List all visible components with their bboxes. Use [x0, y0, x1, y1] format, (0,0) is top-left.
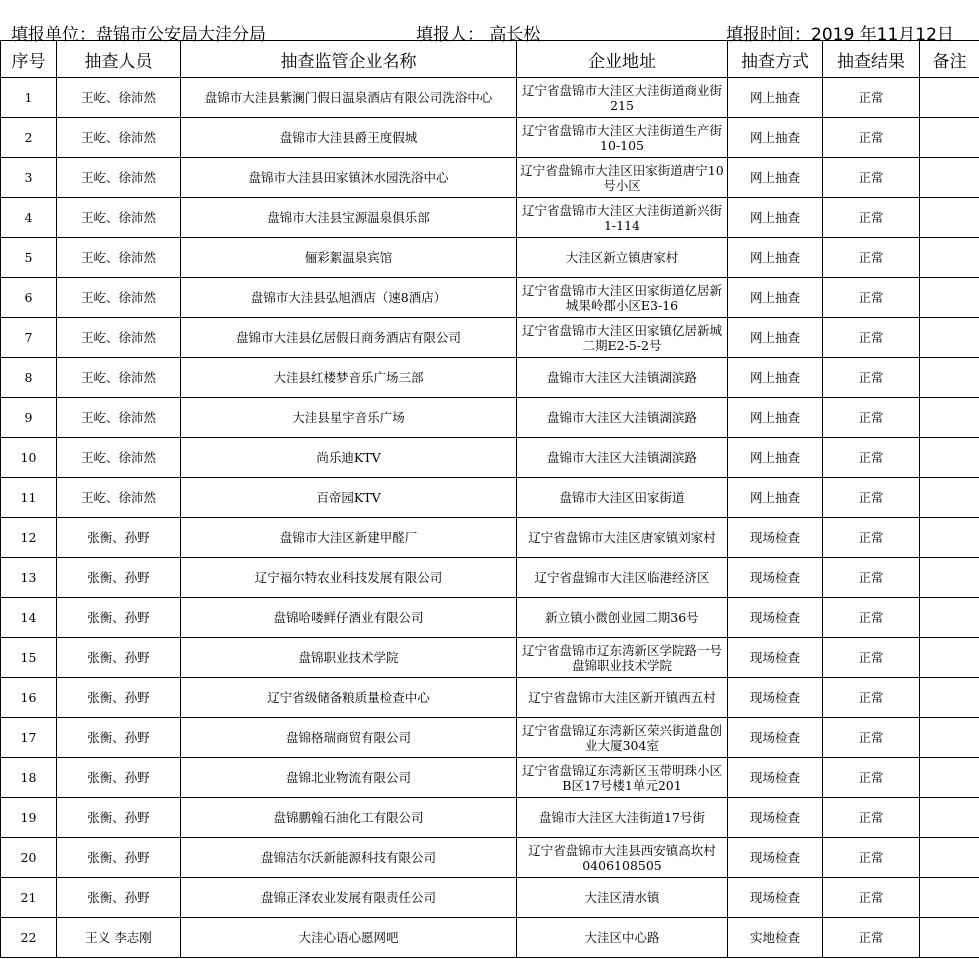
- table-row: [1, 758, 979, 798]
- cell-note: [920, 758, 979, 798]
- cell-company: 百帝园KTV: [181, 478, 517, 518]
- cell-note: [920, 398, 979, 438]
- cell-staff: 王屹、徐沛然: [57, 398, 181, 438]
- col-header-method: 抽查方式: [728, 41, 823, 78]
- cell-method: 网上抽查: [728, 478, 823, 518]
- cell-address: 大洼区清水镇: [517, 878, 728, 918]
- cell-address: 辽宁省盘锦市大洼区大洼街道商业街215: [517, 78, 728, 118]
- cell-note: [920, 598, 979, 638]
- cell-no: 3: [1, 158, 57, 198]
- cell-result: 正常: [823, 638, 920, 678]
- cell-no: 9: [1, 398, 57, 438]
- cell-address: 辽宁省盘锦市大洼区大洼街道生产街10-105: [517, 118, 728, 158]
- cell-address: 辽宁省盘锦市大洼区田家街道亿居新城果岭郡小区E3-16: [517, 278, 728, 318]
- report-header: [0, 0, 979, 45]
- cell-note: [920, 838, 979, 878]
- cell-no: 6: [1, 278, 57, 318]
- table-header-row: [1, 41, 979, 78]
- table-row: [1, 798, 979, 838]
- cell-method: 网上抽查: [728, 158, 823, 198]
- cell-no: 18: [1, 758, 57, 798]
- cell-no: 14: [1, 598, 57, 638]
- table-row: [1, 318, 979, 358]
- cell-no: 22: [1, 918, 57, 958]
- table-row: [1, 638, 979, 678]
- col-header-note: 备注: [920, 41, 979, 78]
- table-row: [1, 878, 979, 918]
- cell-method: 网上抽查: [728, 198, 823, 238]
- cell-method: 网上抽查: [728, 398, 823, 438]
- cell-method: 现场检查: [728, 678, 823, 718]
- cell-note: [920, 878, 979, 918]
- cell-company: 大洼县星宇音乐广场: [181, 398, 517, 438]
- cell-company: 辽宁福尔特农业科技发展有限公司: [181, 558, 517, 598]
- cell-staff: 王义 李志刚: [57, 918, 181, 958]
- cell-company: 盘锦市大洼县亿居假日商务酒店有限公司: [181, 318, 517, 358]
- cell-result: 正常: [823, 758, 920, 798]
- cell-staff: 王屹、徐沛然: [57, 238, 181, 278]
- cell-note: [920, 718, 979, 758]
- cell-no: 20: [1, 838, 57, 878]
- cell-staff: 张衡、孙野: [57, 838, 181, 878]
- table-row: [1, 518, 979, 558]
- cell-company: 盘锦鹏翰石油化工有限公司: [181, 798, 517, 838]
- table-body: [1, 78, 979, 958]
- table-row: [1, 78, 979, 118]
- cell-method: 现场检查: [728, 758, 823, 798]
- cell-company: 盘锦正泽农业发展有限责任公司: [181, 878, 517, 918]
- cell-method: 网上抽查: [728, 318, 823, 358]
- cell-note: [920, 198, 979, 238]
- cell-note: [920, 438, 979, 478]
- cell-no: 16: [1, 678, 57, 718]
- cell-method: 现场检查: [728, 838, 823, 878]
- cell-staff: 王屹、徐沛然: [57, 158, 181, 198]
- cell-address: 辽宁省盘锦市大洼区唐家镇刘家村: [517, 518, 728, 558]
- table-row: [1, 278, 979, 318]
- cell-method: 现场检查: [728, 878, 823, 918]
- cell-company: 大洼县红楼梦音乐广场三部: [181, 358, 517, 398]
- cell-staff: 王屹、徐沛然: [57, 118, 181, 158]
- cell-address: 大洼区中心路: [517, 918, 728, 958]
- cell-staff: 张衡、孙野: [57, 558, 181, 598]
- col-header-no: 序号: [1, 41, 57, 78]
- col-header-company: 抽查监管企业名称: [181, 41, 517, 78]
- cell-no: 19: [1, 798, 57, 838]
- cell-address: 新立镇小微创业园二期36号: [517, 598, 728, 638]
- cell-no: 11: [1, 478, 57, 518]
- report-time: 填报时间：2019 年11月12日: [726, 25, 954, 45]
- cell-no: 1: [1, 78, 57, 118]
- cell-note: [920, 118, 979, 158]
- cell-result: 正常: [823, 118, 920, 158]
- table-row: [1, 438, 979, 478]
- cell-company: 盘锦北业物流有限公司: [181, 758, 517, 798]
- cell-method: 网上抽查: [728, 358, 823, 398]
- cell-method: 实地检查: [728, 918, 823, 958]
- cell-method: 现场检查: [728, 718, 823, 758]
- cell-address: 盘锦市大洼区田家街道: [517, 478, 728, 518]
- cell-result: 正常: [823, 358, 920, 398]
- cell-address: 辽宁省盘锦辽东湾新区玉带明珠小区B区17号楼1单元201: [517, 758, 728, 798]
- cell-method: 网上抽查: [728, 78, 823, 118]
- report-reporter: 填报人： 高长松: [416, 25, 541, 45]
- cell-result: 正常: [823, 278, 920, 318]
- cell-company: 盘锦格瑞商贸有限公司: [181, 718, 517, 758]
- cell-note: [920, 358, 979, 398]
- cell-company: 盘锦市大洼县弘旭酒店（速8酒店）: [181, 278, 517, 318]
- cell-method: 网上抽查: [728, 238, 823, 278]
- cell-staff: 张衡、孙野: [57, 878, 181, 918]
- cell-note: [920, 158, 979, 198]
- cell-address: 盘锦市大洼区大洼镇湖滨路: [517, 398, 728, 438]
- cell-result: 正常: [823, 478, 920, 518]
- table-row: [1, 838, 979, 878]
- cell-address: 辽宁省盘锦市大洼区大洼街道新兴街1-114: [517, 198, 728, 238]
- report-unit: 填报单位：盘锦市公安局大洼分局: [11, 25, 266, 45]
- cell-staff: 王屹、徐沛然: [57, 438, 181, 478]
- table-row: [1, 598, 979, 638]
- cell-address: 盘锦市大洼区大洼街道17号街: [517, 798, 728, 838]
- cell-result: 正常: [823, 518, 920, 558]
- cell-staff: 王屹、徐沛然: [57, 198, 181, 238]
- cell-company: 盘锦市大洼县宝源温泉俱乐部: [181, 198, 517, 238]
- cell-staff: 王屹、徐沛然: [57, 278, 181, 318]
- cell-staff: 张衡、孙野: [57, 518, 181, 558]
- cell-address: 盘锦市大洼区大洼镇湖滨路: [517, 438, 728, 478]
- cell-result: 正常: [823, 158, 920, 198]
- cell-address: 盘锦市大洼区大洼镇湖滨路: [517, 358, 728, 398]
- cell-result: 正常: [823, 318, 920, 358]
- cell-no: 17: [1, 718, 57, 758]
- cell-company: 俪彩絮温泉宾馆: [181, 238, 517, 278]
- cell-address: 辽宁省盘锦辽东湾新区荣兴街道盘创业大厦304室: [517, 718, 728, 758]
- cell-note: [920, 518, 979, 558]
- cell-note: [920, 918, 979, 958]
- cell-company: 盘锦职业技术学院: [181, 638, 517, 678]
- cell-result: 正常: [823, 918, 920, 958]
- cell-method: 现场检查: [728, 798, 823, 838]
- cell-no: 4: [1, 198, 57, 238]
- cell-staff: 王屹、徐沛然: [57, 78, 181, 118]
- cell-address: 辽宁省盘锦市大洼县西安镇高坎村0406108505: [517, 838, 728, 878]
- cell-company: 盘锦市大洼县紫澜门假日温泉酒店有限公司洗浴中心: [181, 78, 517, 118]
- col-header-result: 抽查结果: [823, 41, 920, 78]
- cell-no: 10: [1, 438, 57, 478]
- cell-method: 现场检查: [728, 518, 823, 558]
- cell-no: 12: [1, 518, 57, 558]
- table-row: [1, 398, 979, 438]
- col-header-address: 企业地址: [517, 41, 728, 78]
- table-row: [1, 718, 979, 758]
- cell-result: 正常: [823, 678, 920, 718]
- cell-result: 正常: [823, 398, 920, 438]
- cell-note: [920, 278, 979, 318]
- cell-company: 盘锦市大洼县爵王度假城: [181, 118, 517, 158]
- cell-staff: 王屹、徐沛然: [57, 318, 181, 358]
- cell-staff: 张衡、孙野: [57, 678, 181, 718]
- cell-address: 辽宁省盘锦市辽东湾新区学院路一号盘锦职业技术学院: [517, 638, 728, 678]
- cell-note: [920, 638, 979, 678]
- cell-result: 正常: [823, 238, 920, 278]
- cell-address: 大洼区新立镇唐家村: [517, 238, 728, 278]
- col-header-staff: 抽查人员: [57, 41, 181, 78]
- cell-no: 2: [1, 118, 57, 158]
- cell-company: 盘锦市大洼县田家镇沐水园洗浴中心: [181, 158, 517, 198]
- cell-result: 正常: [823, 198, 920, 238]
- cell-method: 网上抽查: [728, 278, 823, 318]
- table-row: [1, 238, 979, 278]
- table-row: [1, 478, 979, 518]
- cell-company: 大洼心语心愿网吧: [181, 918, 517, 958]
- cell-method: 现场检查: [728, 558, 823, 598]
- cell-note: [920, 318, 979, 358]
- cell-note: [920, 798, 979, 838]
- cell-result: 正常: [823, 558, 920, 598]
- cell-result: 正常: [823, 598, 920, 638]
- cell-no: 8: [1, 358, 57, 398]
- cell-address: 辽宁省盘锦市大洼区田家街道唐宁10号小区: [517, 158, 728, 198]
- cell-result: 正常: [823, 78, 920, 118]
- cell-note: [920, 558, 979, 598]
- cell-method: 网上抽查: [728, 438, 823, 478]
- cell-no: 5: [1, 238, 57, 278]
- cell-result: 正常: [823, 798, 920, 838]
- cell-staff: 张衡、孙野: [57, 758, 181, 798]
- cell-note: [920, 238, 979, 278]
- cell-note: [920, 478, 979, 518]
- cell-no: 21: [1, 878, 57, 918]
- cell-staff: 张衡、孙野: [57, 638, 181, 678]
- cell-address: 辽宁省盘锦市大洼区新开镇西五村: [517, 678, 728, 718]
- cell-method: 现场检查: [728, 598, 823, 638]
- table-row: [1, 918, 979, 958]
- cell-result: 正常: [823, 878, 920, 918]
- table-row: [1, 558, 979, 598]
- table-row: [1, 198, 979, 238]
- cell-result: 正常: [823, 438, 920, 478]
- cell-company: 尚乐迪KTV: [181, 438, 517, 478]
- cell-address: 辽宁省盘锦市大洼区临港经济区: [517, 558, 728, 598]
- cell-no: 7: [1, 318, 57, 358]
- table-row: [1, 158, 979, 198]
- inspection-table: [0, 40, 979, 958]
- cell-address: 辽宁省盘锦市大洼区田家镇亿居新城二期E2-5-2号: [517, 318, 728, 358]
- cell-staff: 王屹、徐沛然: [57, 358, 181, 398]
- cell-staff: 张衡、孙野: [57, 798, 181, 838]
- cell-note: [920, 678, 979, 718]
- cell-staff: 张衡、孙野: [57, 598, 181, 638]
- cell-company: 盘锦哈喽鲜仔酒业有限公司: [181, 598, 517, 638]
- cell-method: 网上抽查: [728, 118, 823, 158]
- cell-no: 13: [1, 558, 57, 598]
- cell-company: 盘锦洁尔沃新能源科技有限公司: [181, 838, 517, 878]
- cell-method: 现场检查: [728, 638, 823, 678]
- cell-company: 辽宁省级储备粮质量检查中心: [181, 678, 517, 718]
- cell-staff: 王屹、徐沛然: [57, 478, 181, 518]
- table-row: [1, 678, 979, 718]
- table-row: [1, 358, 979, 398]
- cell-no: 15: [1, 638, 57, 678]
- cell-result: 正常: [823, 718, 920, 758]
- cell-note: [920, 78, 979, 118]
- cell-company: 盘锦市大洼区新建甲醛厂: [181, 518, 517, 558]
- cell-result: 正常: [823, 838, 920, 878]
- table-row: [1, 118, 979, 158]
- cell-staff: 张衡、孙野: [57, 718, 181, 758]
